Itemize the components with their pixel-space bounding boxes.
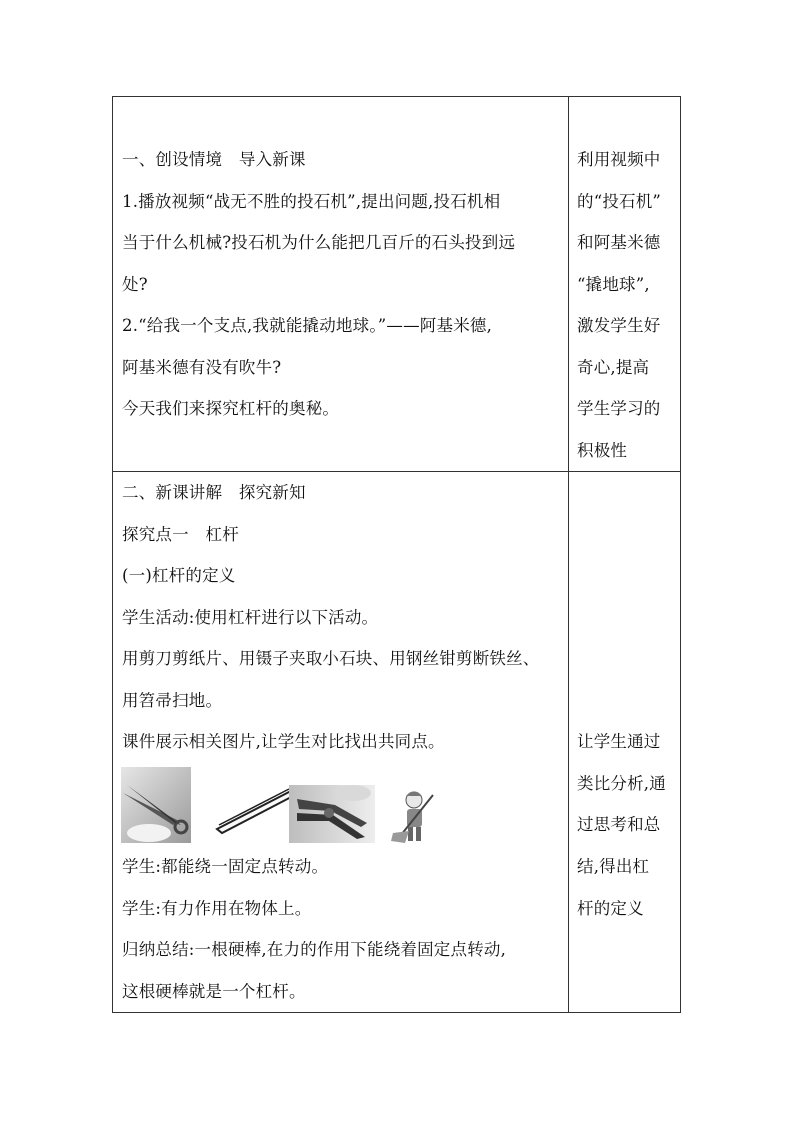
section2-note-1: 让学生通过 xyxy=(577,732,661,751)
section2-line-4: 用剪刀剪纸片、用镊子夹取小石块、用钢丝钳剪断铁丝、 xyxy=(122,649,540,668)
section2-line-3: 学生活动:使用杠杆进行以下活动。 xyxy=(122,608,379,627)
section1-line-2: 当于什么机械?投石机为什么能把几百斤的石头投到远 xyxy=(122,233,516,252)
section1-line-4: 2.“给我一个支点,我就能撬动地球。”——阿基米德, xyxy=(122,316,493,335)
section2-note-2: 类比分析,通 xyxy=(577,774,666,793)
section1-note-7: 学生学习的 xyxy=(577,399,661,418)
section1-note-4: “撬地球”, xyxy=(577,275,650,294)
lever-tools-illustration xyxy=(121,765,441,845)
section2-line-2: (一)杠杆的定义 xyxy=(122,566,236,585)
scissors-image xyxy=(121,767,191,843)
section2-line-1: 探究点一 杠杆 xyxy=(122,525,239,544)
tweezers-image xyxy=(217,789,295,833)
section2-note-5: 杆的定义 xyxy=(577,899,644,918)
lesson-table xyxy=(112,96,681,1013)
section1-line-6: 今天我们来探究杠杆的奥秘。 xyxy=(122,399,340,418)
section1-note-5: 激发学生好 xyxy=(577,316,661,335)
section1-heading: 一、创设情境 导入新课 xyxy=(122,150,306,169)
section1-note-1: 利用视频中 xyxy=(577,150,661,169)
pliers-image xyxy=(289,785,375,843)
section1-line-5: 阿基米德有没有吹牛? xyxy=(122,358,282,377)
section2-after-1: 学生:都能绕一固定点转动。 xyxy=(122,857,329,876)
section2-after-4: 这根硬棒就是一个杠杆。 xyxy=(122,982,306,1001)
section2-line-6: 课件展示相关图片,让学生对比找出共同点。 xyxy=(122,732,445,751)
section1-note-8: 积极性 xyxy=(577,441,628,460)
column-divider xyxy=(568,97,569,1012)
sweeping-person-image xyxy=(391,792,433,844)
section1-line-3: 处? xyxy=(122,275,148,294)
section1-line-1: 1.播放视频“战无不胜的投石机”,提出问题,投石机相 xyxy=(122,192,501,211)
section2-after-2: 学生:有力作用在物体上。 xyxy=(122,899,312,918)
section1-note-2: 的“投石机” xyxy=(577,192,662,211)
section2-note-4: 结,得出杠 xyxy=(577,857,650,876)
section2-heading: 二、新课讲解 探究新知 xyxy=(122,483,306,502)
section2-after-3: 归纳总结:一根硬棒,在力的作用下能绕着固定点转动, xyxy=(122,940,507,959)
row-divider xyxy=(113,471,680,472)
section1-note-6: 奇心,提高 xyxy=(577,358,650,377)
section2-note-3: 过思考和总 xyxy=(577,815,661,834)
section2-line-5: 用笤帚扫地。 xyxy=(122,691,223,710)
section1-note-3: 和阿基米德 xyxy=(577,233,661,252)
